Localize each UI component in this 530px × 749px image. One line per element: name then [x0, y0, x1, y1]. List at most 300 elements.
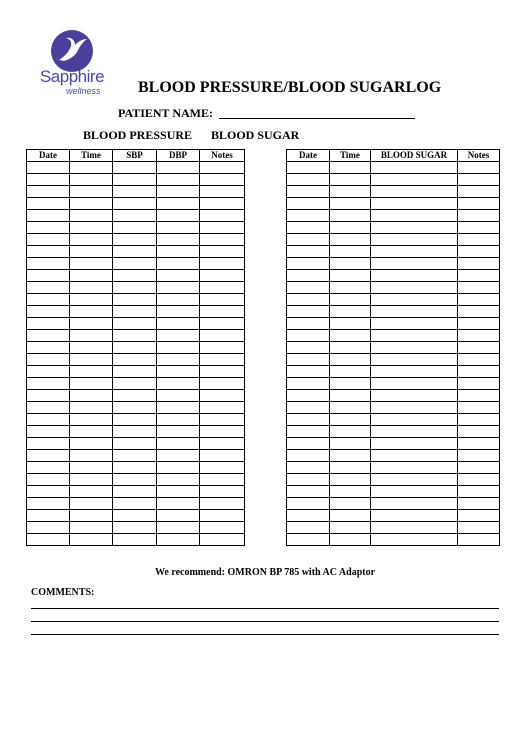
table-cell[interactable] — [27, 246, 70, 258]
table-cell[interactable] — [458, 174, 500, 186]
table-cell[interactable] — [330, 258, 371, 270]
table-cell[interactable] — [330, 330, 371, 342]
table-cell[interactable] — [113, 330, 157, 342]
table-cell[interactable] — [287, 498, 330, 510]
table-cell[interactable] — [157, 186, 200, 198]
table-cell[interactable] — [27, 354, 70, 366]
table-cell[interactable] — [458, 366, 500, 378]
table-cell[interactable] — [458, 426, 500, 438]
table-cell[interactable] — [113, 462, 157, 474]
table-cell[interactable] — [458, 162, 500, 174]
table-cell[interactable] — [458, 522, 500, 534]
table-cell[interactable] — [27, 426, 70, 438]
table-cell[interactable] — [458, 498, 500, 510]
table-cell[interactable] — [287, 270, 330, 282]
table-cell[interactable] — [287, 486, 330, 498]
table-cell[interactable] — [27, 234, 70, 246]
table-cell[interactable] — [70, 306, 113, 318]
table-cell[interactable] — [70, 366, 113, 378]
table-cell[interactable] — [371, 402, 458, 414]
table-cell[interactable] — [113, 174, 157, 186]
table-cell[interactable] — [200, 474, 245, 486]
table-cell[interactable] — [371, 486, 458, 498]
table-cell[interactable] — [157, 378, 200, 390]
table-cell[interactable] — [113, 414, 157, 426]
table-cell[interactable] — [200, 270, 245, 282]
table-cell[interactable] — [70, 222, 113, 234]
table-cell[interactable] — [70, 510, 113, 522]
table-cell[interactable] — [330, 246, 371, 258]
table-cell[interactable] — [70, 186, 113, 198]
table-cell[interactable] — [287, 378, 330, 390]
table-cell[interactable] — [330, 174, 371, 186]
table-cell[interactable] — [371, 534, 458, 546]
table-cell[interactable] — [200, 234, 245, 246]
table-cell[interactable] — [371, 366, 458, 378]
table-cell[interactable] — [458, 318, 500, 330]
table-cell[interactable] — [157, 258, 200, 270]
table-cell[interactable] — [27, 162, 70, 174]
table-cell[interactable] — [287, 258, 330, 270]
table-cell[interactable] — [330, 534, 371, 546]
table-cell[interactable] — [113, 474, 157, 486]
table-cell[interactable] — [458, 222, 500, 234]
table-cell[interactable] — [157, 162, 200, 174]
table-cell[interactable] — [27, 342, 70, 354]
table-cell[interactable] — [70, 354, 113, 366]
table-cell[interactable] — [157, 522, 200, 534]
table-cell[interactable] — [27, 330, 70, 342]
table-cell[interactable] — [371, 414, 458, 426]
table-cell[interactable] — [113, 198, 157, 210]
table-cell[interactable] — [27, 390, 70, 402]
table-cell[interactable] — [200, 534, 245, 546]
table-cell[interactable] — [287, 366, 330, 378]
table-cell[interactable] — [330, 438, 371, 450]
table-cell[interactable] — [458, 198, 500, 210]
table-cell[interactable] — [70, 210, 113, 222]
table-cell[interactable] — [157, 462, 200, 474]
comment-line[interactable] — [31, 634, 499, 635]
table-cell[interactable] — [287, 330, 330, 342]
table-cell[interactable] — [70, 234, 113, 246]
table-cell[interactable] — [70, 378, 113, 390]
table-cell[interactable] — [371, 282, 458, 294]
table-cell[interactable] — [458, 378, 500, 390]
table-cell[interactable] — [27, 462, 70, 474]
table-cell[interactable] — [157, 306, 200, 318]
table-cell[interactable] — [70, 474, 113, 486]
table-cell[interactable] — [287, 186, 330, 198]
table-cell[interactable] — [27, 534, 70, 546]
comment-line[interactable] — [31, 608, 499, 609]
table-cell[interactable] — [330, 342, 371, 354]
table-cell[interactable] — [70, 246, 113, 258]
table-cell[interactable] — [27, 318, 70, 330]
table-cell[interactable] — [287, 450, 330, 462]
table-cell[interactable] — [287, 318, 330, 330]
table-cell[interactable] — [458, 234, 500, 246]
table-cell[interactable] — [113, 294, 157, 306]
table-cell[interactable] — [27, 174, 70, 186]
table-cell[interactable] — [113, 342, 157, 354]
table-cell[interactable] — [157, 534, 200, 546]
table-cell[interactable] — [200, 282, 245, 294]
table-cell[interactable] — [157, 402, 200, 414]
table-cell[interactable] — [157, 450, 200, 462]
table-cell[interactable] — [70, 390, 113, 402]
table-cell[interactable] — [330, 354, 371, 366]
table-cell[interactable] — [330, 186, 371, 198]
table-cell[interactable] — [371, 318, 458, 330]
table-cell[interactable] — [287, 426, 330, 438]
table-cell[interactable] — [371, 222, 458, 234]
table-cell[interactable] — [371, 462, 458, 474]
table-cell[interactable] — [70, 462, 113, 474]
table-cell[interactable] — [157, 342, 200, 354]
table-cell[interactable] — [287, 414, 330, 426]
table-cell[interactable] — [70, 174, 113, 186]
table-cell[interactable] — [287, 162, 330, 174]
table-cell[interactable] — [371, 390, 458, 402]
table-cell[interactable] — [200, 342, 245, 354]
table-cell[interactable] — [27, 210, 70, 222]
table-cell[interactable] — [157, 366, 200, 378]
table-cell[interactable] — [287, 222, 330, 234]
table-cell[interactable] — [70, 270, 113, 282]
table-cell[interactable] — [371, 342, 458, 354]
table-cell[interactable] — [371, 234, 458, 246]
table-cell[interactable] — [330, 306, 371, 318]
table-cell[interactable] — [27, 198, 70, 210]
table-cell[interactable] — [27, 474, 70, 486]
table-cell[interactable] — [458, 342, 500, 354]
table-cell[interactable] — [458, 330, 500, 342]
table-cell[interactable] — [330, 318, 371, 330]
table-cell[interactable] — [157, 438, 200, 450]
table-cell[interactable] — [27, 498, 70, 510]
table-cell[interactable] — [113, 378, 157, 390]
table-cell[interactable] — [113, 354, 157, 366]
table-cell[interactable] — [458, 186, 500, 198]
table-cell[interactable] — [371, 246, 458, 258]
table-cell[interactable] — [113, 426, 157, 438]
table-cell[interactable] — [371, 210, 458, 222]
table-cell[interactable] — [70, 294, 113, 306]
table-cell[interactable] — [200, 462, 245, 474]
table-cell[interactable] — [200, 522, 245, 534]
table-cell[interactable] — [330, 450, 371, 462]
table-cell[interactable] — [371, 474, 458, 486]
table-row — [27, 258, 245, 270]
table-cell[interactable] — [330, 222, 371, 234]
table-cell[interactable] — [27, 306, 70, 318]
table-cell[interactable] — [157, 474, 200, 486]
table-cell[interactable] — [287, 210, 330, 222]
table-cell[interactable] — [70, 534, 113, 546]
table-cell[interactable] — [70, 414, 113, 426]
table-cell[interactable] — [200, 486, 245, 498]
table-cell[interactable] — [113, 438, 157, 450]
table-cell[interactable] — [200, 174, 245, 186]
table-cell[interactable] — [330, 210, 371, 222]
table-cell[interactable] — [458, 306, 500, 318]
table-cell[interactable] — [200, 366, 245, 378]
table-cell[interactable] — [287, 174, 330, 186]
table-cell[interactable] — [371, 330, 458, 342]
table-cell[interactable] — [70, 498, 113, 510]
table-cell[interactable] — [330, 390, 371, 402]
table-cell[interactable] — [330, 234, 371, 246]
table-cell[interactable] — [70, 318, 113, 330]
table-cell[interactable] — [27, 258, 70, 270]
table-cell[interactable] — [330, 426, 371, 438]
table-cell[interactable] — [200, 318, 245, 330]
table-cell[interactable] — [200, 162, 245, 174]
table-cell[interactable] — [157, 174, 200, 186]
table-cell[interactable] — [157, 234, 200, 246]
table-cell[interactable] — [157, 270, 200, 282]
table-cell[interactable] — [287, 474, 330, 486]
table-cell[interactable] — [330, 198, 371, 210]
table-cell[interactable] — [458, 210, 500, 222]
table-cell[interactable] — [330, 498, 371, 510]
table-cell[interactable] — [70, 258, 113, 270]
table-cell[interactable] — [70, 438, 113, 450]
table-cell[interactable] — [27, 438, 70, 450]
table-cell[interactable] — [458, 534, 500, 546]
table-cell[interactable] — [371, 450, 458, 462]
table-cell[interactable] — [113, 234, 157, 246]
section-blood-sugar: BLOOD SUGAR — [211, 128, 300, 142]
table-cell[interactable] — [70, 402, 113, 414]
table-cell[interactable] — [330, 402, 371, 414]
table-cell[interactable] — [330, 282, 371, 294]
table-cell[interactable] — [200, 414, 245, 426]
table-cell[interactable] — [287, 510, 330, 522]
table-cell[interactable] — [287, 534, 330, 546]
table-cell[interactable] — [157, 486, 200, 498]
col-time: Time — [330, 150, 371, 162]
table-cell[interactable] — [27, 222, 70, 234]
table-cell[interactable] — [200, 402, 245, 414]
table-cell[interactable] — [287, 294, 330, 306]
table-cell[interactable] — [458, 462, 500, 474]
table-cell[interactable] — [458, 258, 500, 270]
table-cell[interactable] — [458, 390, 500, 402]
table-cell[interactable] — [287, 390, 330, 402]
table-cell[interactable] — [113, 510, 157, 522]
table-cell[interactable] — [458, 402, 500, 414]
table-cell[interactable] — [70, 522, 113, 534]
table-cell[interactable] — [157, 510, 200, 522]
table-cell[interactable] — [371, 258, 458, 270]
table-cell[interactable] — [113, 486, 157, 498]
table-cell[interactable] — [371, 498, 458, 510]
table-cell[interactable] — [113, 522, 157, 534]
table-cell[interactable] — [458, 354, 500, 366]
table-cell[interactable] — [330, 510, 371, 522]
table-cell[interactable] — [287, 246, 330, 258]
table-cell[interactable] — [287, 342, 330, 354]
table-cell[interactable] — [287, 306, 330, 318]
table-cell[interactable] — [371, 306, 458, 318]
table-cell[interactable] — [458, 510, 500, 522]
table-cell[interactable] — [371, 186, 458, 198]
table-cell[interactable] — [113, 402, 157, 414]
table-cell[interactable] — [157, 330, 200, 342]
table-cell[interactable] — [458, 270, 500, 282]
table-cell[interactable] — [70, 282, 113, 294]
table-cell[interactable] — [371, 174, 458, 186]
table-cell[interactable] — [200, 186, 245, 198]
table-cell[interactable] — [200, 306, 245, 318]
table-cell[interactable] — [458, 438, 500, 450]
table-cell[interactable] — [27, 294, 70, 306]
table-cell[interactable] — [330, 270, 371, 282]
table-cell[interactable] — [113, 366, 157, 378]
table-cell[interactable] — [371, 378, 458, 390]
table-cell[interactable] — [157, 426, 200, 438]
table-cell[interactable] — [287, 354, 330, 366]
table-row — [287, 450, 500, 462]
table-cell[interactable] — [70, 330, 113, 342]
table-row — [287, 162, 500, 174]
table-cell[interactable] — [371, 270, 458, 282]
table-cell[interactable] — [27, 486, 70, 498]
table-cell[interactable] — [200, 258, 245, 270]
table-cell[interactable] — [200, 210, 245, 222]
table-cell[interactable] — [157, 354, 200, 366]
table-cell[interactable] — [200, 198, 245, 210]
table-cell[interactable] — [200, 498, 245, 510]
table-cell[interactable] — [200, 378, 245, 390]
table-cell[interactable] — [113, 390, 157, 402]
table-cell[interactable] — [458, 450, 500, 462]
table-row — [287, 318, 500, 330]
table-cell[interactable] — [113, 162, 157, 174]
table-cell[interactable] — [287, 282, 330, 294]
table-cell[interactable] — [371, 198, 458, 210]
table-cell[interactable] — [287, 522, 330, 534]
table-row — [27, 270, 245, 282]
table-cell[interactable] — [157, 198, 200, 210]
table-cell[interactable] — [371, 294, 458, 306]
table-cell[interactable] — [458, 474, 500, 486]
table-cell[interactable] — [200, 246, 245, 258]
table-cell[interactable] — [200, 450, 245, 462]
table-cell[interactable] — [287, 402, 330, 414]
table-cell[interactable] — [287, 198, 330, 210]
table-cell[interactable] — [113, 258, 157, 270]
table-cell[interactable] — [70, 162, 113, 174]
table-cell[interactable] — [157, 294, 200, 306]
table-cell[interactable] — [27, 450, 70, 462]
table-cell[interactable] — [113, 498, 157, 510]
table-cell[interactable] — [330, 366, 371, 378]
table-cell[interactable] — [371, 426, 458, 438]
comment-line[interactable] — [31, 621, 499, 622]
table-cell[interactable] — [371, 510, 458, 522]
table-cell[interactable] — [157, 210, 200, 222]
table-cell[interactable] — [458, 294, 500, 306]
table-cell[interactable] — [330, 462, 371, 474]
table-cell[interactable] — [113, 450, 157, 462]
table-cell[interactable] — [70, 198, 113, 210]
table-cell[interactable] — [113, 270, 157, 282]
table-cell[interactable] — [113, 222, 157, 234]
table-cell[interactable] — [27, 282, 70, 294]
table-cell[interactable] — [200, 426, 245, 438]
table-cell[interactable] — [330, 486, 371, 498]
table-cell[interactable] — [70, 426, 113, 438]
table-cell[interactable] — [330, 414, 371, 426]
table-cell[interactable] — [371, 162, 458, 174]
table-cell[interactable] — [371, 438, 458, 450]
table-cell[interactable] — [157, 222, 200, 234]
table-cell[interactable] — [27, 402, 70, 414]
table-cell[interactable] — [200, 354, 245, 366]
table-cell[interactable] — [371, 354, 458, 366]
table-cell[interactable] — [157, 498, 200, 510]
table-cell[interactable] — [27, 366, 70, 378]
table-cell[interactable] — [27, 270, 70, 282]
table-cell[interactable] — [200, 222, 245, 234]
table-cell[interactable] — [157, 282, 200, 294]
table-cell[interactable] — [200, 438, 245, 450]
table-cell[interactable] — [200, 390, 245, 402]
table-cell[interactable] — [27, 510, 70, 522]
table-cell[interactable] — [157, 246, 200, 258]
table-cell[interactable] — [157, 390, 200, 402]
table-cell[interactable] — [27, 378, 70, 390]
table-row — [27, 522, 245, 534]
table-cell[interactable] — [70, 342, 113, 354]
table-cell[interactable] — [458, 246, 500, 258]
table-cell[interactable] — [27, 522, 70, 534]
table-cell[interactable] — [113, 246, 157, 258]
table-cell[interactable] — [157, 318, 200, 330]
table-cell[interactable] — [157, 414, 200, 426]
table-cell[interactable] — [27, 414, 70, 426]
table-cell[interactable] — [200, 330, 245, 342]
table-cell[interactable] — [70, 450, 113, 462]
table-cell[interactable] — [200, 510, 245, 522]
table-cell[interactable] — [330, 162, 371, 174]
table-cell[interactable] — [458, 282, 500, 294]
table-cell[interactable] — [113, 282, 157, 294]
table-cell[interactable] — [113, 318, 157, 330]
table-cell[interactable] — [113, 306, 157, 318]
table-cell[interactable] — [330, 522, 371, 534]
patient-name-field[interactable] — [219, 118, 415, 119]
table-cell[interactable] — [287, 462, 330, 474]
table-cell[interactable] — [113, 186, 157, 198]
table-cell[interactable] — [287, 438, 330, 450]
table-cell[interactable] — [330, 378, 371, 390]
table-cell[interactable] — [27, 186, 70, 198]
table-cell[interactable] — [70, 486, 113, 498]
table-cell[interactable] — [287, 234, 330, 246]
table-cell[interactable] — [458, 486, 500, 498]
table-cell[interactable] — [330, 474, 371, 486]
table-cell[interactable] — [330, 294, 371, 306]
table-cell[interactable] — [113, 210, 157, 222]
table-cell[interactable] — [113, 534, 157, 546]
table-cell[interactable] — [458, 414, 500, 426]
table-cell[interactable] — [200, 294, 245, 306]
table-cell[interactable] — [371, 522, 458, 534]
